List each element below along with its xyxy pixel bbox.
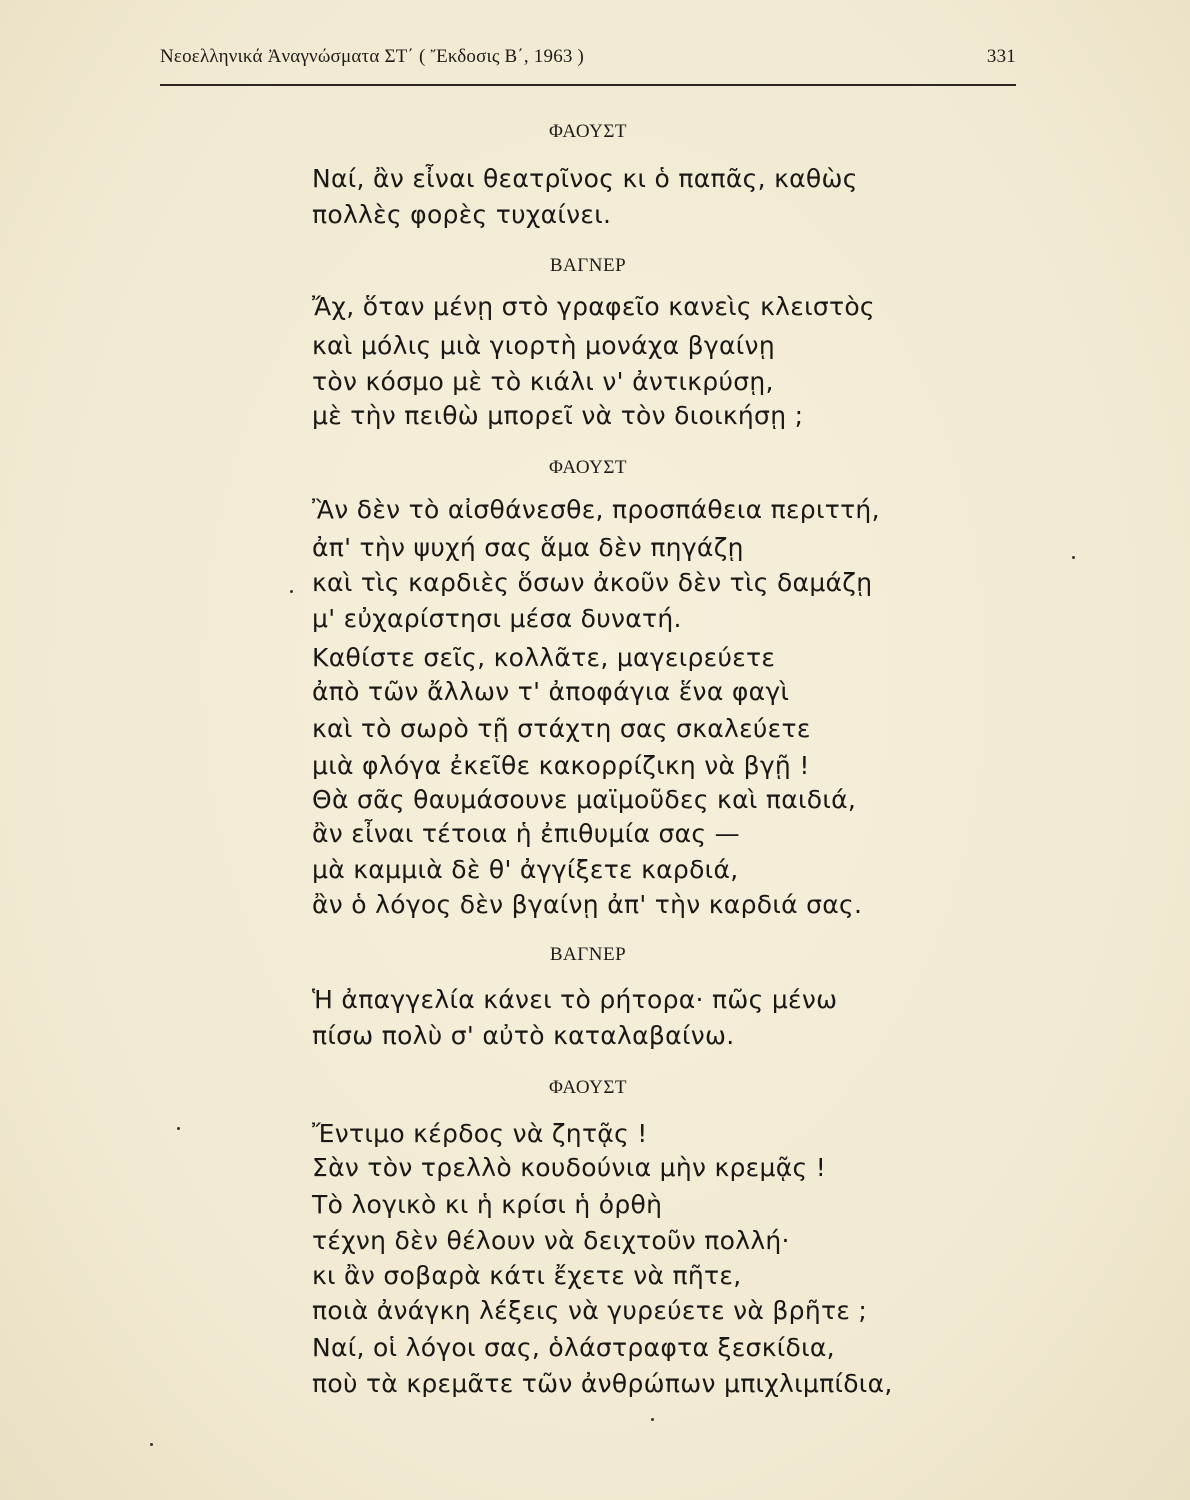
verse-line: πίσω πολὺ σ' αὐτὸ καταλαβαίνω. [312, 1021, 735, 1050]
verse-line: Θὰ σᾶς θαυμάσουνε μαϊμοῦδες καὶ παιδιά, [312, 785, 857, 814]
verse-line: μὲ τὴν πειθὼ μπορεῖ νὰ τὸν διοικήσῃ ; [312, 401, 804, 430]
verse-line: ἀπὸ τῶν ἄλλων τ' ἀποφάγια ἕνα φαγὶ [312, 677, 790, 706]
verse-line: Ἄχ, ὅταν μένῃ στὸ γραφεῖο κανεὶς κλειστὸς [312, 292, 875, 321]
page-number: 331 [986, 46, 1016, 67]
verse-line: Τὸ λογικὸ κι ἡ κρίσι ἡ ὀρθὴ [312, 1190, 663, 1219]
ink-speck [290, 590, 293, 593]
running-header [160, 46, 1016, 76]
ink-speck [177, 1127, 180, 1130]
ink-speck [1072, 556, 1075, 559]
verse-line: Ἂν δὲν τὸ αἰσθάνεσθε, προσπάθεια περιττή, [312, 495, 880, 524]
verse-line: καὶ μόλις μιὰ γιορτὴ μονάχα βγαίνῃ [312, 331, 775, 360]
verse-line: ἀπ' τὴν ψυχή σας ἅμα δὲν πηγάζῃ [312, 533, 744, 562]
ink-speck [150, 1443, 153, 1446]
verse-line: Ναί, ἂν εἶναι θεατρῖνος κι ὁ παπᾶς, καθὼς [312, 164, 858, 193]
verse-line: Ναί, οἱ λόγοι σας, ὁλάστραφτα ξεσκίδια, [312, 1333, 835, 1362]
verse-line: καὶ τὶς καρδιὲς ὅσων ἀκοῦν δὲν τὶς δαμάζῃ [312, 568, 873, 597]
verse-line: μ' εὐχαρίστησι μέσα δυνατή. [312, 604, 682, 633]
verse-line: ἂν εἶναι τέτοια ἡ ἐπιθυμία σας — [312, 819, 740, 848]
speaker-name: ΒΑΓΝΕΡ [549, 944, 627, 965]
verse-line: ποὺ τὰ κρεμᾶτε τῶν ἀνθρώπων μπιχλιμπίδια, [312, 1369, 893, 1398]
verse-line: κι ἂν σοβαρὰ κάτι ἔχετε νὰ πῆτε, [312, 1261, 742, 1290]
verse-line: Σὰν τὸν τρελλὸ κουδούνια μὴν κρεμᾷς ! [312, 1153, 827, 1182]
verse-line: τὸν κόσμο μὲ τὸ κιάλι ν' ἀντικρύσῃ, [312, 367, 774, 396]
ink-speck [651, 1418, 654, 1421]
verse-line: πολλὲς φορὲς τυχαίνει. [312, 200, 612, 229]
speaker-name: ΦΑΟΥΣΤ [548, 121, 628, 142]
verse-line: μιὰ φλόγα ἐκεῖθε κακορρίζικη νὰ βγῇ ! [312, 751, 810, 780]
book-title: Νεοελληνικά Ἀναγνώσματα ΣΤ΄ ( Ἔκδοσις Β΄, 1963 ) [160, 46, 585, 67]
verse-line: ἂν ὁ λόγος δὲν βγαίνῃ ἀπ' τὴν καρδιά σας. [312, 890, 863, 919]
verse-line: Ἔντιμο κέρδος νὰ ζητᾷς ! [312, 1119, 648, 1148]
speaker-name: ΦΑΟΥΣΤ [548, 1077, 628, 1098]
speaker-name: ΦΑΟΥΣΤ [548, 457, 628, 478]
verse-line: τέχνη δὲν θέλουν νὰ δειχτοῦν πολλή· [312, 1226, 790, 1255]
verse-line: μὰ καμμιὰ δὲ θ' ἀγγίξετε καρδιά, [312, 855, 739, 884]
verse-line: καὶ τὸ σωρὸ τῇ στάχτη σας σκαλεύετε [312, 714, 811, 743]
speaker-name: ΒΑΓΝΕΡ [549, 255, 627, 276]
verse-line: Ἡ ἀπαγγελία κάνει τὸ ρήτορα· πῶς μένω [312, 985, 838, 1014]
verse-line: Καθίστε σεῖς, κολλᾶτε, μαγειρεύετε [312, 643, 776, 672]
header-rule [160, 84, 1016, 86]
verse-line: ποιὰ ἀνάγκη λέξεις νὰ γυρεύετε νὰ βρῆτε ; [312, 1296, 868, 1325]
